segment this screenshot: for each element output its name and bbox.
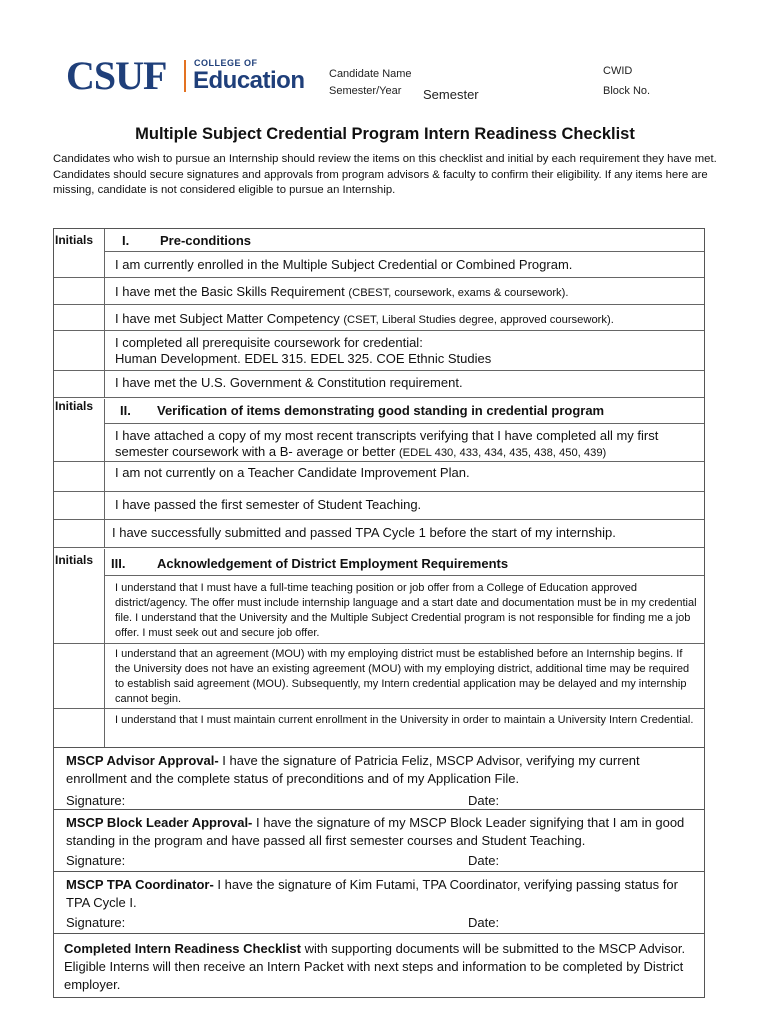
tpa-coordinator-date-label: Date: (468, 915, 500, 930)
initials-label-section-2: Initials (55, 399, 94, 413)
checklist-item-prerequisites: I completed all prerequisite coursework for credential: Human Development. EDEL 315. EDEL 325. COE Ethnic Studies (115, 335, 492, 366)
initials-label-section-1: Initials (55, 233, 94, 247)
initials-column-divider (104, 229, 105, 397)
checklist-item-job-offer: I understand that I must have a full-time teaching position or job offer from a College of Education approved district/agency. The offer must include internship language and a start date and documentation must be in my credential file. I understand that the University and the Multiple Subject Credential program is not responsible for finding me a job offer. I must seek out and secure job offer. (115, 582, 697, 639)
logo-college-text: COLLEGE OF (194, 58, 258, 68)
checklist-item-enrollment: I understand that I must maintain current enrollment in the University in order to maintain a University Intern Credential. (115, 714, 694, 726)
initials-label-section-3: Initials (55, 553, 94, 567)
logo-csuf-text: CSUF (66, 53, 167, 98)
checklist-item-student-teaching: I have passed the first semester of Student Teaching. (115, 497, 422, 512)
advisor-approval-box (53, 748, 705, 810)
footer-note-text: with supporting documents will be submitted to the MSCP Advisor. Eligible Interns will then receive an Intern Packet with next steps and information to be completed by District employer. (64, 941, 686, 992)
block-leader-approval-text: I have the signature of my MSCP Block Leader signifying that I am in good standing in the program and have passed all first semester courses and Student Teaching. (66, 815, 685, 848)
block-leader-signature-label: Signature: (66, 853, 126, 868)
advisor-signature-label: Signature: (66, 793, 126, 808)
section-1-numeral: I. (122, 233, 130, 248)
checklist-table (53, 228, 705, 748)
checklist-item-basic-skills: I have met the Basic Skills Requirement (CBEST, coursework, exams & coursework). (115, 284, 569, 299)
page-title: Multiple Subject Credential Program Intern Readiness Checklist (135, 125, 635, 143)
tpa-coordinator-text: I have the signature of Kim Futami, TPA Coordinator, verifying passing status for TPA Cycle I. (66, 877, 678, 910)
section-2-title: Verification of items demonstrating good standing in credential program (157, 403, 605, 418)
tpa-coordinator-title: MSCP TPA Coordinator- (66, 877, 214, 892)
tpa-coordinator-approval-box (53, 872, 705, 934)
checklist-item-constitution: I have met the U.S. Government & Constitution requirement. (115, 375, 463, 390)
checklist-item-improvement-plan: I am not currently on a Teacher Candidate Improvement Plan. (115, 465, 470, 480)
logo-divider (184, 60, 186, 92)
footer-note-box (53, 934, 705, 998)
checklist-item-enrolled: I am currently enrolled in the Multiple Subject Credential or Combined Program. (115, 257, 573, 272)
advisor-approval-title: MSCP Advisor Approval- (66, 753, 219, 768)
checklist-item-mou-agreement: I understand that an agreement (MOU) with my employing district must be established before an Internship begins. If the University does not have an existing agreement (MOU) with my employing district, additional time may be required to establish said agreement (MOU). Subsequently, my Intern credential application may be delayed and my internship cannot begin. (115, 648, 690, 705)
semester-value: Semester (423, 87, 479, 102)
tpa-coordinator-signature-label: Signature: (66, 915, 126, 930)
candidate-name-label: Candidate Name (329, 68, 412, 80)
checklist-item-tpa-cycle: I have successfully submitted and passed TPA Cycle 1 before the start of my internship. (112, 525, 616, 540)
initials-column-divider (104, 549, 105, 747)
advisor-date-label: Date: (468, 793, 500, 808)
advisor-approval-text: I have the signature of Patricia Feliz, MSCP Advisor, verifying my current enrollment and the complete status of preconditions and of my Application File. (66, 753, 640, 786)
block-no-label: Block No. (603, 85, 651, 97)
block-leader-date-label: Date: (468, 853, 500, 868)
section-3-numeral: III. (111, 556, 126, 571)
block-leader-approval-title: MSCP Block Leader Approval- (66, 815, 253, 830)
initials-column-divider (104, 399, 105, 547)
semester-year-label: Semester/Year (329, 85, 402, 97)
section-3-title: Acknowledgement of District Employment Requirements (157, 556, 509, 571)
logo-education-text: Education (193, 67, 305, 94)
cwid-label: CWID (603, 65, 633, 77)
csuf-education-logo (66, 53, 306, 98)
section-2-numeral: II. (120, 403, 131, 418)
footer-note-title: Completed Intern Readiness Checklist (64, 941, 301, 956)
block-leader-approval-box (53, 810, 705, 872)
checklist-item-transcripts: I have attached a copy of my most recent transcripts verifying that I have completed all my first semester coursework with a B- average or better (EDEL 430, 433, 434, 435, 438, 450, 439) (115, 428, 659, 459)
checklist-item-subject-matter: I have met Subject Matter Competency (CSET, Liberal Studies degree, approved coursework). (115, 311, 614, 326)
intro-paragraph: Candidates who wish to pursue an Internship should review the items on this checklist and initial by each requirement they have met. Candidates should secure signatures and approvals from program advisors & faculty to confirm their eligibility. If any items here are missing, candidate is not considered eligible to pursue an Internship. (53, 153, 717, 196)
section-1-title: Pre-conditions (160, 233, 252, 248)
